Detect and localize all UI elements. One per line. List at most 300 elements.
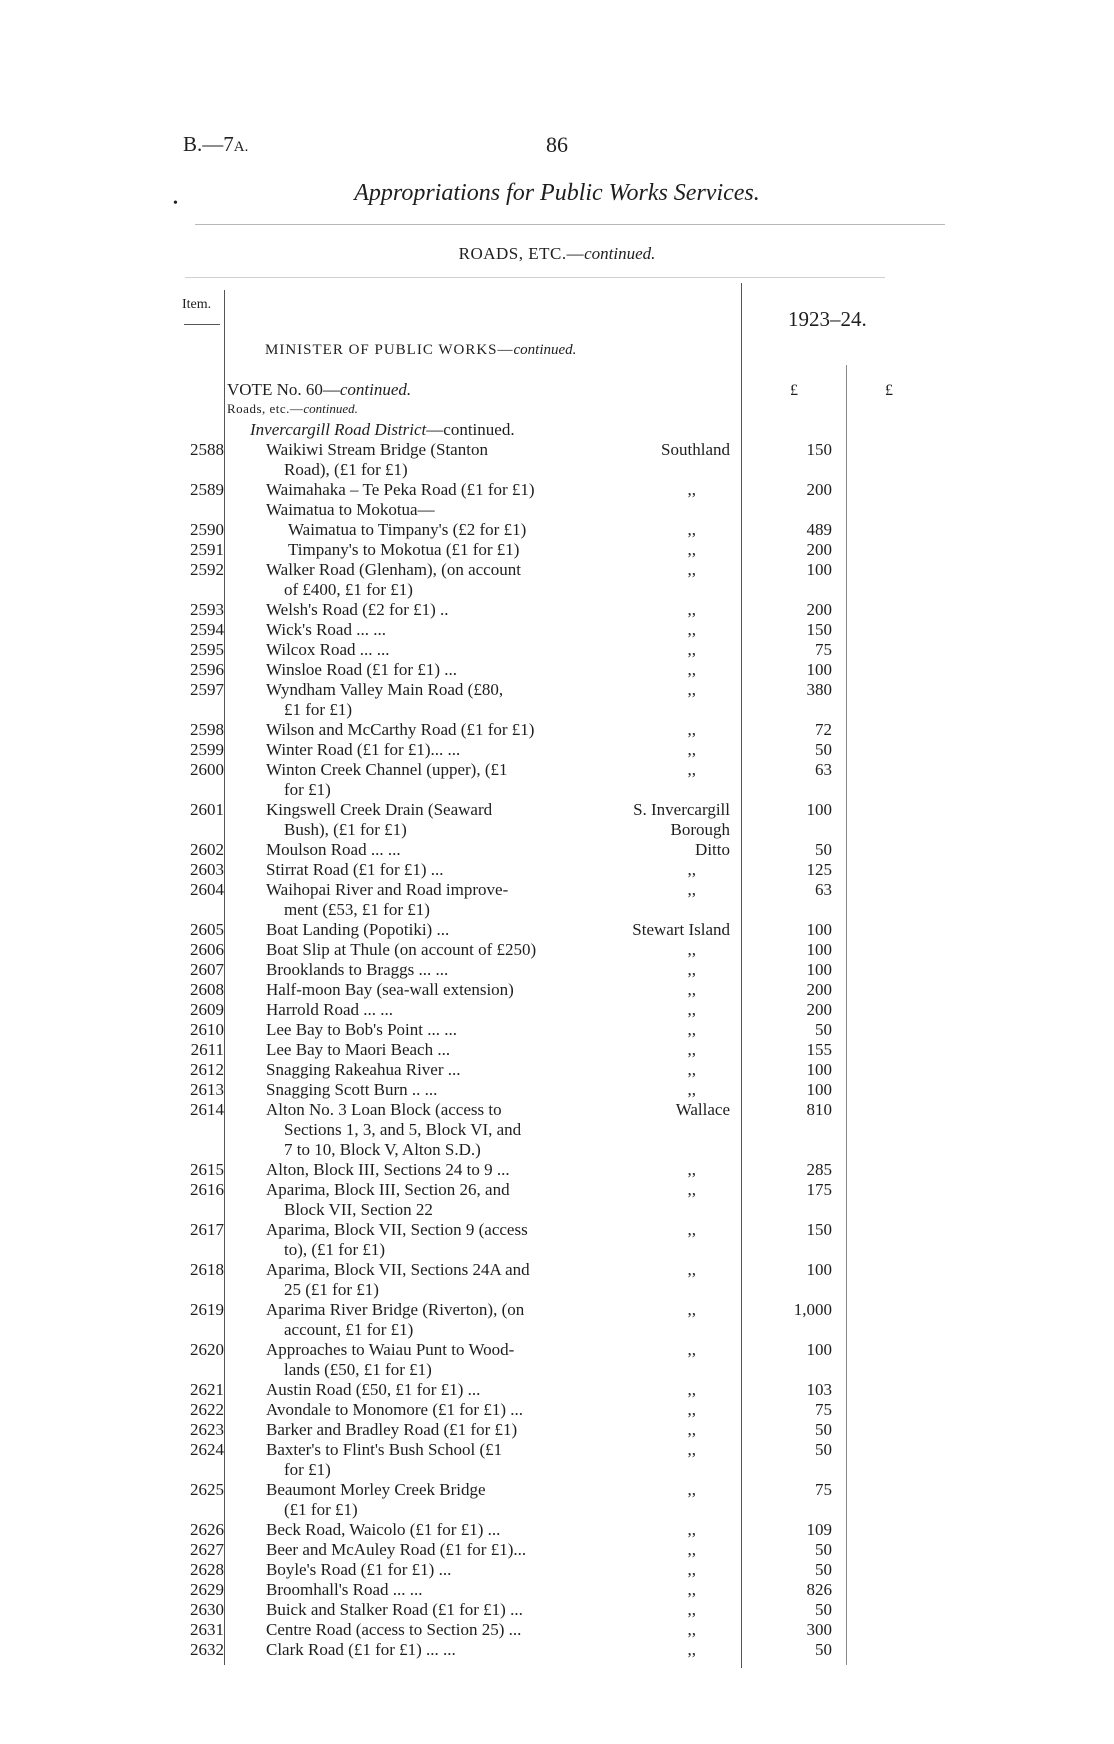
- page-number: 86: [546, 132, 568, 157]
- item-description: [0, 720, 620, 740]
- description-line: of £400, £1 for £1): [284, 580, 413, 599]
- item-number: 2615: [190, 1160, 224, 1179]
- item-number: 2613: [190, 1080, 224, 1099]
- table-row: [0, 1600, 1114, 1620]
- item-description: [0, 1220, 620, 1260]
- amount-value: 100: [806, 800, 832, 819]
- district-location: ,,: [687, 1160, 696, 1179]
- description-line: Wick's Road ... ...: [266, 620, 386, 639]
- description-line: Sections 1, 3, and 5, Block VI, and: [284, 1120, 522, 1139]
- description-line: for £1): [284, 1460, 331, 1479]
- amount-value: 63: [815, 880, 832, 899]
- item-description: [0, 1480, 620, 1520]
- currency-symbol-total: £: [885, 382, 893, 399]
- district-location: ,,: [687, 1000, 696, 1019]
- item-number: 2594: [190, 620, 224, 639]
- table-row: [0, 1100, 1114, 1160]
- item-number: 2626: [190, 1520, 224, 1539]
- item-description: [0, 660, 620, 680]
- description-line: Wilson and McCarthy Road (£1 for £1): [266, 720, 535, 739]
- district-location: ,,: [687, 940, 696, 959]
- amount-value: 100: [806, 1060, 832, 1079]
- table-row: [0, 740, 1114, 760]
- table-row: [0, 480, 1114, 500]
- item-description: [0, 1540, 620, 1560]
- description-line: Beaumont Morley Creek Bridge: [266, 1480, 486, 1499]
- district-location: ,,: [687, 1600, 696, 1619]
- district-location: ,,: [687, 980, 696, 999]
- item-number: 2605: [190, 920, 224, 939]
- item-number: 2591: [190, 540, 224, 559]
- description-line: Timpany's to Mokotua (£1 for £1): [288, 540, 520, 559]
- amount-value: 100: [806, 960, 832, 979]
- item-description: [0, 560, 620, 600]
- amount-value: 200: [806, 600, 832, 619]
- description-line: Harrold Road ... ...: [266, 1000, 394, 1019]
- description-line: Road), (£1 for £1): [284, 460, 408, 479]
- item-description: [0, 600, 620, 620]
- table-row: [0, 640, 1114, 660]
- table-row: [0, 1540, 1114, 1560]
- table-row: [0, 1000, 1114, 1020]
- description-line: Half-moon Bay (sea-wall extension): [266, 980, 514, 999]
- description-line: Waimahaka – Te Peka Road (£1 for £1): [266, 480, 535, 499]
- item-number: 2617: [190, 1220, 224, 1239]
- description-line: Bush), (£1 for £1): [284, 820, 407, 839]
- item-description: [0, 1440, 620, 1480]
- description-line: Aparima, Block VII, Section 9 (access: [266, 1220, 528, 1239]
- item-description: [0, 1300, 620, 1340]
- year-column-header: 1923–24.: [788, 307, 867, 331]
- amount-value: 50: [815, 740, 832, 759]
- item-number: 2623: [190, 1420, 224, 1439]
- district-location: ,,: [687, 1340, 696, 1359]
- district-location: Southland: [661, 440, 730, 459]
- item-number: 2595: [190, 640, 224, 659]
- item-description: [0, 1340, 620, 1380]
- item-description: [0, 620, 620, 640]
- description-line: Clark Road (£1 for £1) ... ...: [266, 1640, 456, 1659]
- table-row: [0, 920, 1114, 940]
- item-description: [0, 840, 620, 860]
- table-row: [0, 440, 1114, 480]
- amount-value: 50: [815, 1640, 832, 1659]
- item-description: [0, 1060, 620, 1080]
- description-line: lands (£50, £1 for £1): [284, 1360, 432, 1379]
- item-description: [0, 500, 620, 520]
- amount-value: 100: [806, 1260, 832, 1279]
- description-line: Austin Road (£50, £1 for £1) ...: [266, 1380, 481, 1399]
- item-description: [0, 1080, 620, 1100]
- district-location: ,,: [687, 1540, 696, 1559]
- item-number: 2627: [190, 1540, 224, 1559]
- item-number: 2588: [190, 440, 224, 459]
- description-line: Kingswell Creek Drain (Seaward: [266, 800, 493, 819]
- amount-value: 200: [806, 980, 832, 999]
- district-location: ,,: [687, 660, 696, 679]
- item-description: [0, 1580, 620, 1600]
- district-location: ,,: [687, 560, 696, 579]
- table-row: [0, 1340, 1114, 1380]
- district-location: ,,: [687, 1020, 696, 1039]
- item-number: 2629: [190, 1580, 224, 1599]
- description-line: Lee Bay to Bob's Point ... ...: [266, 1020, 458, 1039]
- description-line: Alton, Block III, Sections 24 to 9 ...: [266, 1160, 510, 1179]
- item-description: [0, 860, 620, 880]
- table-row: [0, 1060, 1114, 1080]
- district-location: ,,: [687, 1380, 696, 1399]
- item-number: 2592: [190, 560, 224, 579]
- item-number: 2590: [190, 520, 224, 539]
- table-row: [0, 660, 1114, 680]
- item-description: [0, 920, 620, 940]
- district-location: ,,: [687, 1520, 696, 1539]
- table-row: [0, 1640, 1114, 1660]
- amount-value: 200: [806, 480, 832, 499]
- description-line: Waikiwi Stream Bridge (Stanton: [266, 440, 488, 459]
- table-row: [0, 1300, 1114, 1340]
- amount-value: 75: [815, 1400, 832, 1419]
- item-number: 2602: [190, 840, 224, 859]
- district-location: ,,: [687, 1400, 696, 1419]
- district-location: ,,: [687, 1180, 696, 1199]
- table-row: [0, 1420, 1114, 1440]
- amount-value: 100: [806, 560, 832, 579]
- item-description: [0, 1100, 620, 1160]
- item-number: 2609: [190, 1000, 224, 1019]
- district-location: ,,: [687, 1640, 696, 1659]
- description-line: Avondale to Monomore (£1 for £1) ...: [266, 1400, 523, 1419]
- item-number: 2600: [190, 760, 224, 779]
- section-rule: [185, 277, 885, 278]
- table-row: [0, 1400, 1114, 1420]
- item-description: [0, 1560, 620, 1580]
- description-line: Waihopai River and Road improve-: [266, 880, 509, 899]
- item-header-underline: [184, 324, 220, 325]
- district-location: ,,: [687, 620, 696, 639]
- item-number: 2628: [190, 1560, 224, 1579]
- district-location: ,,: [687, 480, 696, 499]
- amount-value: 380: [806, 680, 832, 699]
- district-location: ,,: [687, 1560, 696, 1579]
- district-location: ,,: [687, 1060, 696, 1079]
- item-description: [0, 1180, 620, 1220]
- amount-value: 50: [815, 1020, 832, 1039]
- district-location: ,,: [687, 760, 696, 779]
- item-description: [0, 1640, 620, 1660]
- item-number: 2612: [190, 1060, 224, 1079]
- description-line: Aparima River Bridge (Riverton), (on: [266, 1300, 525, 1319]
- item-description: [0, 1040, 620, 1060]
- amount-value: 100: [806, 940, 832, 959]
- description-line: Brooklands to Braggs ... ...: [266, 960, 449, 979]
- item-number: 2603: [190, 860, 224, 879]
- item-number: 2618: [190, 1260, 224, 1279]
- district-location: ,,: [687, 960, 696, 979]
- item-number: 2616: [190, 1180, 224, 1199]
- table-row: [0, 680, 1114, 720]
- amount-value: 100: [806, 1340, 832, 1359]
- item-number: 2622: [190, 1400, 224, 1419]
- table-row: [0, 600, 1114, 620]
- item-number: 2599: [190, 740, 224, 759]
- table-row: [0, 500, 1114, 520]
- item-description: [0, 1520, 620, 1540]
- amount-value: 810: [806, 1100, 832, 1119]
- amount-value: 50: [815, 840, 832, 859]
- description-line: Boyle's Road (£1 for £1) ...: [266, 1560, 452, 1579]
- item-number: 2614: [190, 1100, 224, 1119]
- description-line: Boat Landing (Popotiki) ...: [266, 920, 450, 939]
- description-line: 25 (£1 for £1): [284, 1280, 379, 1299]
- table-row: [0, 980, 1114, 1000]
- table-row: [0, 560, 1114, 600]
- district-location: ,,: [687, 1040, 696, 1059]
- description-line: Winter Road (£1 for £1)... ...: [266, 740, 461, 759]
- amount-value: 150: [806, 620, 832, 639]
- description-line: Approaches to Waiau Punt to Wood-: [266, 1340, 515, 1359]
- description-line: ment (£53, £1 for £1): [284, 900, 430, 919]
- item-description: [0, 940, 620, 960]
- amount-value: 100: [806, 1080, 832, 1099]
- table-row: [0, 1380, 1114, 1400]
- description-line: 7 to 10, Block V, Alton S.D.): [284, 1140, 481, 1159]
- table-row: [0, 520, 1114, 540]
- description-line: Walker Road (Glenham), (on account: [266, 560, 521, 579]
- description-line: Lee Bay to Maori Beach ...: [266, 1040, 451, 1059]
- table-row: [0, 1580, 1114, 1600]
- item-number: 2593: [190, 600, 224, 619]
- document-reference: B.—7A.: [183, 132, 249, 156]
- district-location: ,,: [687, 1300, 696, 1319]
- description-line: Buick and Stalker Road (£1 for £1) ...: [266, 1600, 523, 1619]
- district-location: ,,: [687, 1260, 696, 1279]
- item-description: [0, 1260, 620, 1300]
- description-line: Aparima, Block III, Section 26, and: [266, 1180, 510, 1199]
- item-description: [0, 800, 620, 840]
- item-description: [0, 880, 620, 920]
- item-number: 2625: [190, 1480, 224, 1499]
- table-row: [0, 1080, 1114, 1100]
- description-line: Wilcox Road ... ...: [266, 640, 390, 659]
- item-description: [0, 480, 620, 500]
- item-number: 2632: [190, 1640, 224, 1659]
- description-line: Beck Road, Waicolo (£1 for £1) ...: [266, 1520, 501, 1539]
- amount-value: 75: [815, 1480, 832, 1499]
- table-row: [0, 540, 1114, 560]
- table-row: [0, 620, 1114, 640]
- description-line: Welsh's Road (£2 for £1) ..: [266, 600, 449, 619]
- item-description: [0, 520, 620, 540]
- amount-value: 1,000: [793, 1300, 832, 1319]
- district-location: ,,: [687, 540, 696, 559]
- item-description: [0, 960, 620, 980]
- district-location: ,,: [687, 1440, 696, 1459]
- district-location: ,,: [687, 680, 696, 699]
- table-row: [0, 1020, 1114, 1040]
- district-location: ,,: [687, 1580, 696, 1599]
- table-row: [0, 760, 1114, 800]
- amount-value: 200: [806, 540, 832, 559]
- item-number: 2596: [190, 660, 224, 679]
- description-line: Alton No. 3 Loan Block (access to: [266, 1100, 502, 1119]
- roads-subheading: Roads, etc.—continued.: [227, 401, 358, 416]
- table-row: [0, 880, 1114, 920]
- table-row: [0, 1480, 1114, 1520]
- margin-bullet: •: [173, 196, 178, 211]
- district-location: ,,: [687, 600, 696, 619]
- amount-value: 50: [815, 1560, 832, 1579]
- table-row: [0, 840, 1114, 860]
- table-row: [0, 1520, 1114, 1540]
- amount-value: 50: [815, 1600, 832, 1619]
- description-line: Broomhall's Road ... ...: [266, 1580, 423, 1599]
- item-description: [0, 1420, 620, 1440]
- district-location: Stewart Island: [632, 920, 730, 939]
- page-title: Appropriations for Public Works Services.: [354, 180, 760, 206]
- amount-value: 155: [806, 1040, 832, 1059]
- description-line: to), (£1 for £1): [284, 1240, 386, 1259]
- item-number: 2607: [190, 960, 224, 979]
- item-number: 2630: [190, 1600, 224, 1619]
- item-description: [0, 740, 620, 760]
- description-line: Centre Road (access to Section 25) ...: [266, 1620, 522, 1639]
- item-description: [0, 540, 620, 560]
- amount-value: 285: [806, 1160, 832, 1179]
- description-line: Barker and Bradley Road (£1 for £1): [266, 1420, 518, 1439]
- appropriations-table: [0, 440, 1114, 1660]
- amount-value: 50: [815, 1440, 832, 1459]
- table-row: [0, 1040, 1114, 1060]
- district-location: Ditto: [695, 840, 730, 859]
- description-line: Snagging Rakeahua River ...: [266, 1060, 461, 1079]
- district-location: ,,: [687, 880, 696, 899]
- item-number: 2621: [190, 1380, 224, 1399]
- vote-heading: VOTE No. 60—continued.: [227, 380, 412, 399]
- description-line: Beer and McAuley Road (£1 for £1)...: [266, 1540, 527, 1559]
- item-number: 2589: [190, 480, 224, 499]
- item-number: 2631: [190, 1620, 224, 1639]
- table-row: [0, 1560, 1114, 1580]
- item-number: 2608: [190, 980, 224, 999]
- description-line: Waimatua to Mokotua—: [266, 500, 435, 519]
- item-description: [0, 440, 620, 480]
- table-row: [0, 1620, 1114, 1640]
- amount-value: 109: [806, 1520, 832, 1539]
- item-description: [0, 760, 620, 800]
- item-number: 2606: [190, 940, 224, 959]
- description-line: Stirrat Road (£1 for £1) ...: [266, 860, 444, 879]
- district-location: ,,: [687, 1480, 696, 1499]
- district-location: ,,: [687, 1620, 696, 1639]
- item-number: 2624: [190, 1440, 224, 1459]
- item-description: [0, 1600, 620, 1620]
- district-location: ,,: [687, 720, 696, 739]
- description-line: Winsloe Road (£1 for £1) ...: [266, 660, 458, 679]
- item-number: 2598: [190, 720, 224, 739]
- amount-value: 100: [806, 920, 832, 939]
- description-line: Moulson Road ... ...: [266, 840, 401, 859]
- amount-value: 72: [815, 720, 832, 739]
- district-heading: Invercargill Road District—continued.: [250, 420, 515, 439]
- description-line: Aparima, Block VII, Sections 24A and: [266, 1260, 530, 1279]
- item-description: [0, 1620, 620, 1640]
- district-location: Wallace: [675, 1100, 730, 1119]
- table-row: [0, 960, 1114, 980]
- item-number: 2619: [190, 1300, 224, 1319]
- amount-value: 63: [815, 760, 832, 779]
- description-line: account, £1 for £1): [284, 1320, 414, 1339]
- description-line: (£1 for £1): [284, 1500, 358, 1519]
- item-description: [0, 1380, 620, 1400]
- description-line: Winton Creek Channel (upper), (£1: [266, 760, 508, 779]
- description-line: Waimatua to Timpany's (£2 for £1): [288, 520, 527, 539]
- item-description: [0, 640, 620, 660]
- item-number: 2604: [190, 880, 224, 899]
- amount-value: 50: [815, 1540, 832, 1559]
- table-row: [0, 1260, 1114, 1300]
- currency-symbol: £: [790, 382, 798, 399]
- amount-value: 200: [806, 1000, 832, 1019]
- district-location: ,,: [687, 520, 696, 539]
- item-description: [0, 1000, 620, 1020]
- item-number: 2597: [190, 680, 224, 699]
- table-row: [0, 800, 1114, 840]
- table-row: [0, 1440, 1114, 1480]
- amount-value: 75: [815, 640, 832, 659]
- amount-value: 300: [806, 1620, 832, 1639]
- amount-value: 125: [806, 860, 832, 879]
- minister-heading: MINISTER OF PUBLIC WORKS—continued.: [265, 342, 577, 358]
- item-number: 2610: [190, 1020, 224, 1039]
- table-row: [0, 720, 1114, 740]
- section-heading: ROADS, ETC.—continued.: [458, 244, 656, 263]
- title-rule: [195, 224, 945, 225]
- item-number: 2620: [190, 1340, 224, 1359]
- description-line: for £1): [284, 780, 331, 799]
- district-location: ,,: [687, 1220, 696, 1239]
- amount-value: 826: [806, 1580, 832, 1599]
- district-location: ,,: [687, 1080, 696, 1099]
- description-line: £1 for £1): [284, 700, 352, 719]
- description-line: Snagging Scott Burn .. ...: [266, 1080, 438, 1099]
- amount-value: 150: [806, 440, 832, 459]
- district-location: ,,: [687, 740, 696, 759]
- table-row: [0, 1180, 1114, 1220]
- amount-value: 50: [815, 1420, 832, 1439]
- district-location: S. Invercargill: [633, 800, 730, 819]
- district-location: ,,: [687, 640, 696, 659]
- item-description: [0, 1160, 620, 1180]
- description-line: Block VII, Section 22: [284, 1200, 433, 1219]
- district-location-line2: Borough: [670, 820, 730, 839]
- district-location: ,,: [687, 860, 696, 879]
- description-line: Boat Slip at Thule (on account of £250): [266, 940, 537, 959]
- table-row: [0, 860, 1114, 880]
- amount-value: 100: [806, 660, 832, 679]
- item-number: 2611: [190, 1040, 224, 1059]
- item-description: [0, 680, 620, 720]
- amount-value: 175: [806, 1180, 832, 1199]
- description-line: Baxter's to Flint's Bush School (£1: [266, 1440, 503, 1459]
- amount-value: 150: [806, 1220, 832, 1239]
- item-description: [0, 1400, 620, 1420]
- table-row: [0, 1160, 1114, 1180]
- amount-value: 489: [806, 520, 832, 539]
- item-description: [0, 980, 620, 1000]
- table-row: [0, 940, 1114, 960]
- item-number: 2601: [190, 800, 224, 819]
